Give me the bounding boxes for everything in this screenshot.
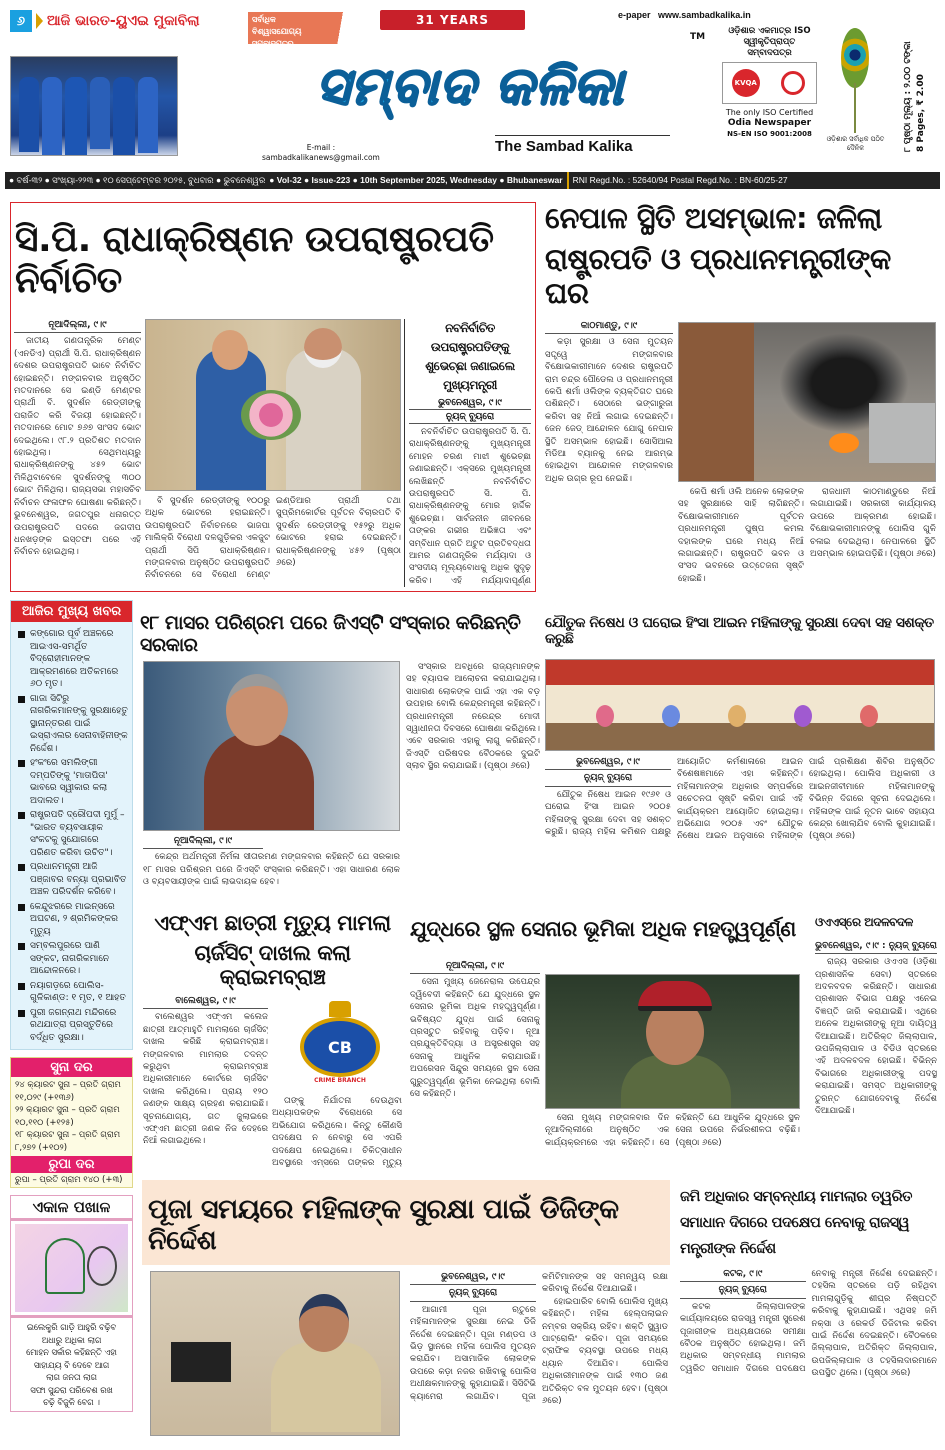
- story-text: ସଂସ୍କାର ଅବଧିରେ ରାଜ୍ୟମାନଙ୍କ ସହ ବ୍ୟାପକ ଆଲୋଚନା କରାଯାଇଥିଲା। ସାଧାରଣ ଲୋକଙ୍କ ପାଇଁ ଏହା ଏକ ବଡ଼ ଉପହାର ବୋଲି କେନ୍ଦ୍ରମନ୍ତ୍ରୀ କହିଛନ୍ତି। ପ୍ରଧାନମନ୍ତ୍ରୀ ନରେନ୍ଦ୍ର ମୋଦୀ ସ୍ୱାଧୀନତା ଦିବସରେ ଘୋଷଣା କରିଥିଲେ। ଏବେ ସରକାର ଏହାକୁ ଲାଗୁ କରିଛନ୍ତି। ଜିଏସ୍‌ଟି ପରିଷଦର ବୈଠକରେ ଦୁଇଟି ସ୍ଲାବ ସ୍ଥିର କରାଯାଇଛି। (ପୃଷ୍ଠା ୬ରେ): [406, 662, 540, 772]
- gold-title: ସୁନା ଦର: [11, 1058, 132, 1077]
- gold-rate-row: ୧୮ କ୍ୟାରଟ ସୁନା – ପ୍ରତି ଗ୍ରାମ ୮,୨୭୨ (+୧୦୨): [15, 1130, 121, 1153]
- story-gst[interactable]: [140, 605, 540, 895]
- column-divider: [404, 319, 405, 587]
- headline: ପୂଜା ସମୟରେ ମହିଳାଙ୍କ ସୁରକ୍ଷା ପାଇଁ ଡିଜିଙ୍କ ନିର୍ଦ୍ଦେଶ: [148, 1194, 619, 1257]
- news-item[interactable]: ରାଷ୍ଟ୍ରପତି ଦ୍ରୌପଦୀ ମୁର୍ମୁ – "ଭାରତ ବ୍ୟବସାୟୀକ ସଂକଟକୁ ସୁଯୋଗରେ ପରିଣତ କରିବା ଉଚିତ"।: [18, 809, 128, 859]
- story-column: [143, 995, 268, 1168]
- poem-line: ଇଲେକ୍ଟ୍ରି ଗାଡ଼ି ଆହୁରି ବଢ଼ିବ: [26, 1322, 117, 1332]
- top-news-list: [11, 622, 132, 1049]
- iso-block: [722, 26, 817, 140]
- dateline-odia: ● ବର୍ଷ-୩୨ ● ସଂଖ୍ୟା-୨୨୩ ● ୧୦ ସେପ୍ଟେମ୍ବର ୨୦୨୫, ବୁଧବାର ● ଭୁବନେଶ୍ୱର: [9, 175, 266, 185]
- dateline: ନୂଆଦିଲ୍ଲୀ, ୯।୯: [410, 960, 540, 974]
- story-text: ତାଙ୍କୁ ନିର୍ଯାତନା ଦେଉଥିବା ଅଧ୍ୟାପକଙ୍କ ବିରୋଧରେ ସେ ଅଭିଯୋଗ କରିଥିଲେ। କିନ୍ତୁ କୌଣସି ପଦକ୍ଷେପ ନ ନେବାରୁ ସେ ଏପରି ପଦକ୍ଷେପ ନେଇଥିଲେ। ଚିକିତ୍ସାଧୀନ ଅବସ୍ଥାରେ ଏମ୍ସରେ ତାଙ୍କର ମୃତ୍ୟୁ: [272, 1096, 402, 1169]
- iso-line3: NS-EN ISO 9001:2008: [727, 130, 812, 138]
- story-continuation: [545, 1112, 800, 1170]
- story-text: ସେନା ମୁଖ୍ୟ ଜେନେରାଲ ଉପେନ୍ଦ୍ର ଦ୍ୱିବେଦୀ କହିଛନ୍ତି ଯେ ଯୁଦ୍ଧରେ ସ୍ଥଳ ସେନାର ଭୂମିକା ଅଧିକ ମହତ୍ତ୍ୱପୂର୍ଣ୍ଣ। ଭବିଷ୍ୟତ ଯୁଦ୍ଧ ପାଇଁ ସେନାକୁ ପ୍ରସ୍ତୁତ ରହିବାକୁ ପଡ଼ିବ। ନୂଆ ପ୍ରଯୁକ୍ତିବିଦ୍ୟା ଓ ଅସ୍ତ୍ରଶସ୍ତ୍ର ସହ ସେନାକୁ ଆଧୁନିକ କରାଯାଉଛି। ଅପରେସନ ସିନ୍ଦୁର ସମୟରେ ସ୍ଥଳ ସେନା ଗୁରୁତ୍ୱପୂର୍ଣ୍ଣ ଭୂମିକା ନେଇଥିଲା ବୋଲି ସେ କହିଛନ୍ତି।: [410, 977, 540, 1100]
- story-text: ରାଜଧାନୀ କାଠମାଣ୍ଡୁରେ ନିଆଁ ଲଗାଯାଇଛି। ସରକାରୀ କାର୍ଯ୍ୟାଳୟ ଉପରେ ଆକ୍ରମଣ ହୋଇଛି। ବିକ୍ଷୋଭକାରୀମାନଙ୍କୁ ପୋଲିସ ଗୁଳି ଚଳାଇ ଦେଇଥିଲା। ନେପାଳରେ ସ୍ଥିତି ଅସମ୍ଭାଳ ହୋଇପଡ଼ିଛି। (ପୃଷ୍ଠା ୬ରେ): [810, 487, 936, 560]
- story-text: ଆଗାମୀ ପୂଜା ଋତୁରେ ମହିଳାମାନଙ୍କ ସୁରକ୍ଷା ନେଇ ଡିଜି ନିର୍ଦ୍ଦେଶ ଦେଇଛନ୍ତି। ପୂଜା ମଣ୍ଡପ ଓ ଭିଡ଼ ସ୍ଥାନରେ ମହିଳା ପୋଲିସ ମୁତୟନ କରାଯିବ। ଅସାମାଜିକ ଲୋକଙ୍କ ଉପରେ କଡ଼ା ନଜର ରଖିବାକୁ ପୋଲିସ ଅଧୀକ୍ଷକମାନଙ୍କୁ କୁହାଯାଇଛି। ସିସିଟିଭି କ୍ୟାମେରା ଲଗାଯିବ। ପୂଜା କମିଟିମାନଙ୍କ ସହ ସମନ୍ୱୟ ରକ୍ଷା କରିବାକୁ ନିର୍ଦ୍ଦେଶ ଦିଆଯାଇଛି।: [410, 1272, 668, 1402]
- gold-rates-box: [10, 1057, 133, 1188]
- crime-branch-emblem: CB CRIME BRANCH: [290, 1001, 390, 1089]
- silver-rate-row: ରୁପା – ପ୍ରତି ଗ୍ରାମ ୧୪୦ (+୩): [15, 1175, 123, 1185]
- years-ribbon: [380, 10, 525, 30]
- sub-story-cm-greetings[interactable]: [409, 319, 531, 587]
- story-oas-transfer[interactable]: [815, 910, 937, 1170]
- story-text: ବାଲେଶ୍ୱର ଏଫ୍‌ଏମ କଲେଜ ଛାତ୍ରୀ ଆତ୍ମାହୁତି ମାମଲାରେ ଚାର୍ଜସିଟ୍ ଦାଖଲ କରିଛି କ୍ରାଇମବ୍ରାଞ୍ଚ। ମଙ୍ଗଳବାର ମାମଲାର ତଦନ୍ତ କରୁଥିବା କ୍ରାଇମବ୍ରାଞ୍ଚ ଅଧିକାରୀମାନେ କୋର୍ଟରେ ଚାର୍ଜସିଟ ଦାଖଲ କରିଥିଲେ। ପ୍ରାୟ ୧୨୦ ଜଣଙ୍କ ସାକ୍ଷ୍ୟ ଗ୍ରହଣ କରାଯାଇଛି। ସୂଚନାଯୋଗ୍ୟ, ଗତ ଜୁଲାଇରେ ଏଫ୍‌ଏମ ଛାତ୍ରୀ ଜଣକ ନିଜ ଦେହରେ ନିଆଁ ଲଗାଇଥିଲେ।: [143, 1012, 268, 1147]
- poem-line: ଅଧାରୁ ଅଧିକା ଲାଗ: [41, 1334, 102, 1345]
- price-block: [902, 22, 938, 152]
- emblem-text: CRIME BRANCH: [314, 1077, 366, 1084]
- headline: ଯୌତୁକ ନିଷେଧ ଓ ଘରୋଇ ହିଂସା ଆଇନ ମହିଳାଙ୍କୁ ସୁରକ୍ଷା ଦେବା ସହ ସଶକ୍ତ କରୁଛି: [545, 615, 934, 648]
- sidebar-title: ଆଜିର ମୁଖ୍ୟ ଖବର: [11, 601, 132, 622]
- story-text: କଟକ ଜିଲ୍ଲାପାଳଙ୍କ କାର୍ଯ୍ୟାଳୟରେ ରାଜସ୍ୱ ମନ୍ତ୍ରୀ ସୁରେଶ ପୂଜାରୀଙ୍କ ଅଧ୍ୟକ୍ଷତାରେ ସମୀକ୍ଷା ବୈଠକ ଅନୁଷ୍ଠିତ ହୋଇଥିଲା। ଜମି ଅଧିକାର ସମ୍ବନ୍ଧୀୟ ମାମଲାର ତ୍ୱରିତ ସମାଧାନ ଦିଗରେ ପଦକ୍ଷେପ ନେବାକୁ ମନ୍ତ୍ରୀ ନିର୍ଦ୍ଦେଶ ଦେଇଛନ୍ତି। ତହସିଲ ସ୍ତରରେ ପଡ଼ି ରହିଥିବା ମାମଲାଗୁଡ଼ିକୁ ଶୀଘ୍ର ନିଷ୍ପତ୍ତି କରିବାକୁ କୁହାଯାଇଛି। ଏଥିସହ ଜମି ନକ୍ସା ଓ ରେକର୍ଡ ଡିଜିଟାଲ କରିବା ପାଇଁ ନିର୍ଦ୍ଦେଶ ଦେଇଛନ୍ତି। ବୈଠକରେ ଜିଲ୍ଲାପାଳ, ଅତିରିକ୍ତ ଜିଲ୍ଲାପାଳ, ଉପଜିଲ୍ଲାପାଳ ଓ ତହସିଲଦାରମାନେ ଉପସ୍ଥିତ ଥିଲେ। (ପୃଷ୍ଠା ୬ରେ): [680, 1269, 937, 1379]
- story-column: [410, 960, 540, 1170]
- headline-banner: [142, 1180, 670, 1265]
- logo-text: ସମ୍ବାଦ କଳିକା: [315, 56, 625, 117]
- story-nepal[interactable]: [545, 202, 937, 592]
- nepal-fire-photo: [678, 322, 936, 482]
- teaser-text: ଆଜି ଭାରତ-ୟୁଏଇ ମୁକାବିଲା: [47, 13, 200, 29]
- news-item[interactable]: ହଂକଂରେ ସମଲିଙ୍ଗୀ ଦମ୍ପତିଙ୍କୁ 'ମାତାପିତା' ଭାବରେ ସ୍ୱୀକାର କଲା ଅଦାଲତ।: [18, 757, 128, 807]
- poem-line: ଲାଗ ଜନତା ଲାଗ: [46, 1372, 97, 1382]
- story-text: କେପି ଶର୍ମା ଓଲି ଅନେକ ଲୋକଙ୍କ ସହ ସୁରକ୍ଷାରେ ସାହି ଲାଗିଛନ୍ତି। ବିକ୍ଷୋଭକାରୀମାନେ ପୂର୍ବତନ ପ୍ରଧାନମନ୍ତ୍ରୀ ପୁଷ୍ପ କମଲ ଦହାଲଙ୍କ ଘରେ ମଧ୍ୟ ନିଆଁ ଲଗାଇଛନ୍ତି। ରାଷ୍ଟ୍ରପତି ଭବନ ଓ ସଂସଦ ଭବନରେ ଉତ୍ତେଜନା ସୃଷ୍ଟି ହୋଇଛି।: [678, 487, 804, 584]
- price-english: 8 Pages, ₹ 2.00: [916, 74, 926, 152]
- story-column: [14, 319, 141, 587]
- cartoon-image: [15, 1224, 128, 1312]
- story-text: ନବନିର୍ବାଚିତ ଉପରାଷ୍ଟ୍ରପତି ସି. ପି. ରାଧାକ୍ରିଷ୍ଣନଙ୍କୁ ମୁଖ୍ୟମନ୍ତ୍ରୀ ମୋହନ ଚରଣ ମାଝୀ ଶୁଭେଚ୍ଛା ଜଣାଇଛନ୍ତି। ଏକ୍ସରେ ମୁଖ୍ୟମନ୍ତ୍ରୀ ଲେଖିଛନ୍ତି ନବନିର୍ବାଚିତ ଉପରାଷ୍ଟ୍ରପତି ସି. ପି. ରାଧାକ୍ରିଷ୍ଣନଙ୍କୁ ମୋର ହାର୍ଦ୍ଦିକ ଶୁଭେଚ୍ଛା। ସାର୍ବଜନୀନ ଜୀବନରେ ତାଙ୍କର ଗଭୀର ଅଭିଜ୍ଞତା ଏବଂ ସମ୍ବିଧାନ ପ୍ରତି ଅଟୁଟ ପ୍ରତିବଦ୍ଧତା ଆମର ଗଣତାନ୍ତ୍ରିକ ମର୍ଯ୍ୟାଦା ଓ ସଂସଦୀୟ ମୂଲ୍ୟବୋଧକୁ ଅଧିକ ସୁଦୃଢ଼ କରିବ। ଏହି ମର୍ଯ୍ୟାଦାପୂର୍ଣ୍ଣ: [409, 427, 531, 586]
- news-item[interactable]: ପ୍ରଧାନମନ୍ତ୍ରୀ ଆଜି ପଞ୍ଜାବର ବନ୍ୟା ପ୍ରଭାବିତ ଅଞ୍ଚଳ ପରିଦର୍ଶନ କରିବେ।: [18, 861, 128, 899]
- headline-line2: ରାଷ୍ଟ୍ରପତି ଓ ପ୍ରଧାନମନ୍ତ୍ରୀଙ୍କ ଘର: [545, 242, 891, 310]
- modi-radhakrishnan-photo: [145, 319, 401, 491]
- army-chief-photo: [545, 974, 800, 1109]
- story-land-rights[interactable]: [680, 1180, 937, 1442]
- website-link[interactable]: www.sambadkalika.in: [658, 10, 751, 20]
- left-column: [10, 600, 133, 1412]
- poem-line: ସଫା ସୁନ୍ଦରା ପରିବେଶ ରଖ: [30, 1384, 113, 1395]
- dateline: ନୂଆଦିଲ୍ଲୀ, ୯।୯: [143, 835, 263, 849]
- registration-number: RNI Regd.No. : 52640/94 Postal Regd.No. : BN-60/25-27: [567, 172, 788, 189]
- bureau: ନ୍ୟୁଜ୍ ବ୍ୟୁରୋ: [409, 412, 531, 424]
- story-continuation: [678, 486, 936, 590]
- story-column: [545, 320, 673, 590]
- headline-line2: ଚାର୍ଜସିଟ୍ ଦାଖଲ କଲା କ୍ରାଇମବ୍ରାଞ୍ଚ: [194, 941, 351, 990]
- cartoon-title: ଏକାଳ ପଖାଳ: [11, 1196, 132, 1221]
- price-odia: ୮ ପୃଷ୍ଠା ମୂଲ୍ୟ : ୨.୦୦ ଟଙ୍କା: [903, 41, 913, 152]
- web-links: [618, 10, 751, 20]
- headline: ସି.ପି. ରାଧାକ୍ରିଷ୍ଣନ ଉପରାଷ୍ଟ୍ରପତି ନିର୍ବାଚିତ: [15, 219, 494, 302]
- top-news-sidebar: [10, 600, 133, 1050]
- story-continuation: [272, 1095, 402, 1170]
- iso-odia: ଓଡ଼ିଶାର ଏକମାତ୍ର ISO ସ୍ୱୀକୃତିପ୍ରାପ୍ତ ସମ୍ବାଦପତ୍ର: [728, 26, 811, 58]
- teaser-page-badge: ୬: [10, 10, 32, 32]
- accreditation-logo: [771, 63, 817, 103]
- ribbon-tag-text: ସର୍ବାଧିକ ବିଶ୍ୱାସଯୋଗ୍ୟ ସମ୍ବାଦପତ୍ର: [252, 15, 302, 48]
- english-name: The Sambad Kalika: [495, 138, 633, 155]
- dateline-english: ● Vol-32 ● Issue-223 ● 10th September 2025, Wednesday ● Bhubaneswar: [269, 175, 563, 185]
- dateline: ଭୁବନେଶ୍ୱର, ୯।୯ : ନ୍ୟୁଜ୍ ବ୍ୟୁରୋ: [815, 940, 937, 954]
- ribbon-tag: [248, 12, 378, 48]
- headline: ଜମି ଅଧିକାର ସମ୍ବନ୍ଧୀୟ ମାମଲାର ତ୍ୱରିତ ସମାଧାନ ଦିଗରେ ପଦକ୍ଷେପ ନେବାକୁ ରାଜସ୍ୱ ମନ୍ତ୍ରୀଙ୍କ ନିର୍ଦ୍ଦେଶ: [680, 1189, 912, 1257]
- silver-title: ରୁପା ଦର: [11, 1156, 132, 1173]
- iso-line1: The only ISO Certified: [725, 108, 814, 117]
- email-link[interactable]: sambadkalikanews@gmail.com: [262, 153, 380, 162]
- story-text: କଡ଼ା ସୁରକ୍ଷା ଓ ସେନା ମୁତୟନ ସତ୍ତ୍ୱେ ମଙ୍ଗଳବାର ବିକ୍ଷୋଭକାରୀମାନେ ଦେଶର ରାଷ୍ଟ୍ରପତି ରାମ ଚନ୍ଦ୍ର ପୌଡେଲ ଓ ପ୍ରଧାନମନ୍ତ୍ରୀ କେପି ଶର୍ମା ଓଲିଙ୍କ ବ୍ୟକ୍ତିଗତ ଘରେ ପଶିଛନ୍ତି। ସେଠାରେ ଭଙ୍ଗାରୁଜା କରିବା ସହ ନିଆଁ ଲଗାଇ ଦେଇଛନ୍ତି। ଜେନ ଜେଡ୍ ଆନ୍ଦୋଳନ ଯୋଗୁ ନେପାଳ ସ୍ଥିତି ଅସମ୍ଭାଳ ହୋଇଛି। ସୋସିଆଲ ମିଡିଆ ବ୍ୟାନକୁ ନେଇ ଆରମ୍ଭ ହୋଇଥିବା ଆନ୍ଦୋଳନ ମଙ୍ଗଳବାର ଅଧିକ ଉଗ୍ର ରୂପ ନେଇଛି।: [545, 337, 673, 484]
- iso-line2: Odia Newspaper: [727, 118, 812, 128]
- cartoon-box: [10, 1195, 133, 1412]
- dateline: ଭୁବନେଶ୍ୱର, ୯।୯: [410, 1271, 536, 1285]
- poem-line: ଚଢ଼ି ବିଜୁଳି ବେଗ ।: [43, 1397, 100, 1407]
- story-column: [406, 661, 540, 895]
- kvqa-logo: KVQA: [723, 63, 769, 103]
- dateline: କାଠମାଣ୍ଡୁ, ୯।୯: [545, 320, 673, 334]
- tm-mark: TM: [690, 32, 706, 42]
- bureau: ନ୍ୟୁଜ୍ ବ୍ୟୁରୋ: [545, 772, 671, 786]
- bureau: ନ୍ୟୁଜ୍ ବ୍ୟୁରୋ: [410, 1287, 536, 1301]
- story-text: କେନ୍ଦ୍ର ଅର୍ଥମନ୍ତ୍ରୀ ନିର୍ମଳା ସୀତାରମଣ ମଙ୍ଗଳବାର କହିଛନ୍ତି ଯେ ସରକାର ୧୮ ମାସର ପରିଶ୍ରମ ପରେ ଜିଏସ୍‌ଟି ସଂସ୍କାର କରିଛନ୍ତି। ଏହା ସାଧାରଣ ଲୋକ ଓ ବ୍ୟବସାୟୀଙ୍କ ପାଇଁ ଲାଭଦାୟକ ହେବ।: [143, 852, 400, 888]
- news-item[interactable]: ପୁରୀ ଜଗନ୍ନାଥ ମନ୍ଦିରରେ ରଥଯାତ୍ରା ପ୍ରସ୍ତୁତିରେ ବର୍ଦ୍ଧିତ ସୁରକ୍ଷା।: [18, 1007, 128, 1045]
- peacock-caption: ଓଡ଼ିଶାର ସର୍ବାଧିକ ପଠିତ ଦୈନିକ: [826, 135, 885, 152]
- news-item[interactable]: କଙ୍ଗୋର ପୂର୍ବ ଅଞ୍ଚଳରେ ଆଇଏସ-ସମର୍ଥିତ ବିଦ୍ରୋହୀମାନଙ୍କ ଆକ୍ରମଣରେ ଅତିକମରେ ୬୦ ମୃତ।: [18, 628, 128, 691]
- story-continuation: [143, 835, 400, 895]
- bureau: ନ୍ୟୁଜ୍ ବ୍ୟୁରୋ: [680, 1284, 806, 1298]
- news-item[interactable]: ଗାଜା ସିଟିରୁ ନାଗରିକମାନଙ୍କୁ ସୁରକ୍ଷାହେତୁ ସ୍ଥାନାନ୍ତରଣ ପାଇଁ ଇସ୍ରାଏଲର ସେନାବାହିନୀଙ୍କ ନିର୍ଦ୍ଦେଶ।: [18, 693, 128, 756]
- story-continuation: [145, 495, 401, 587]
- teaser[interactable]: [10, 10, 200, 170]
- epaper-link[interactable]: e-paper: [618, 10, 651, 20]
- story-dowry-law[interactable]: [545, 605, 937, 895]
- poem-line: ସାହାଯ୍ୟ ବି ଦେବେ ଆଗ: [33, 1359, 110, 1370]
- headline-line1: ଏଫ୍‌ଏମ ଛାତ୍ରୀ ମୃତ୍ୟୁ ମାମଲା: [154, 911, 391, 935]
- dateline: ନୂଆଦିଲ୍ଲୀ, ୯।୯: [14, 319, 141, 333]
- workshop-photo: [545, 659, 935, 751]
- divider: [495, 135, 670, 136]
- peacock-feather-icon: [835, 28, 875, 128]
- teaser-arrow-icon: [36, 13, 43, 29]
- story-text-block: [545, 756, 935, 895]
- story-puja-safety[interactable]: [142, 1180, 670, 1442]
- gold-rate-row: ୨୨ କ୍ୟାରଟ ସୁନା – ପ୍ରତି ଗ୍ରାମ ୧୦,୧୧୦ (+୧୨୫): [15, 1105, 120, 1128]
- news-item[interactable]: ନୟାଗଡ଼ରେ ପୋଲିସ-ଗୁଳିକାଣ୍ଡ: ୧ ମୃତ, ୧ ଆହତ: [18, 980, 128, 1005]
- logo[interactable]: [255, 44, 685, 130]
- headline: ଓଏଏସ୍‌ରେ ଅଦଳବଦଳ: [815, 915, 913, 929]
- story-text-block: [410, 1271, 668, 1440]
- dgp-photo: [150, 1271, 400, 1436]
- story-text: ଜାତୀୟ ଗଣତାନ୍ତ୍ରିକ ମେଣ୍ଟ (ଏନଡିଏ) ପ୍ରାର୍ଥୀ ସି.ପି. ରାଧାକ୍ରିଷ୍ଣନ ଦେଶର ଉପରାଷ୍ଟ୍ରପତି ଭାବେ ନିର୍ବାଚିତ ହୋଇଛନ୍ତି। ମଙ୍ଗଳବାର ଅନୁଷ୍ଠିତ ମତଦାନରେ ସେ ଇଣ୍ଡି ମେଣ୍ଟର ପ୍ରାର୍ଥୀ ବି. ସୁଦର୍ଶନ ରେଡ୍ଡୀଙ୍କୁ ପରାଜିତ କରି ବିଜୟୀ ହୋଇଛନ୍ତି। ମତଦାନରେ ମୋଟ ୭୬୭ ସାଂସଦ ଭୋଟ ଦେଇଥିଲେ। ୯୮.୨ ପ୍ରତିଶତ ମତଦାନ ହୋଇଥିଲା। ସେଥିମଧ୍ୟରୁ ରାଧାକ୍ରିଷ୍ଣନଙ୍କୁ ୪୫୨ ଭୋଟ ମିଳିଥିବାବେଳେ ସୁଦର୍ଶନଙ୍କୁ ୩୦୦ ଭୋଟ ମିଳିଥିଲା। ରାଜ୍ୟସଭା ମହାସଚିବ ନିର୍ବାଚନ ଫଳାଫଳ ଘୋଷଣା କରିଛନ୍ତି। ଭୁବନେଶ୍ୱର, ଜଗତପୁର ଧନାରତ୍ତ ଉପରାଷ୍ଟ୍ରପତି ପଦରେ ଜଗଦୀପ ଧନଖଡ଼ଙ୍କ ଇସ୍ତଫା ପରେ ଏହି ନିର୍ବାଚନ ହୋଇଥିଲା।: [14, 336, 141, 558]
- nirmala-sitharaman-photo: [143, 661, 400, 831]
- email-block: [262, 143, 380, 163]
- years-text: 31 YEARS: [416, 13, 489, 27]
- poem-line: ମୋହନ ସର୍କାର କହିଛନ୍ତି ଏହା: [26, 1347, 117, 1357]
- story-text: ସେନା ମୁଖ୍ୟ ମଙ୍ଗଳବାର ଦିନ ନୂଆଦିଲ୍ଲୀରେ ଅନୁଷ୍ଠିତ ଏକ କାର୍ଯ୍ୟକ୍ରମରେ ଏହା କହିଛନ୍ତି। ସେ କହିଛନ୍ତି ଯେ ଆଧୁନିକ ଯୁଦ୍ଧରେ ସ୍ଥଳ ସେନା ଉପରେ ନିର୍ଭରଶୀଳତା ବଢ଼ିଛି। (ପୃଷ୍ଠା ୬ରେ): [545, 1113, 800, 1148]
- headline-line1: ନେପାଳ ସ୍ଥିତି ଅସମ୍ଭାଳ: ଜଳିଲା: [545, 201, 882, 235]
- headline: ଯୁଦ୍ଧରେ ସ୍ଥଳ ସେନାର ଭୂମିକା ଅଧିକ ମହତ୍ତ୍ୱପୂର୍ଣ୍ଣ: [410, 917, 796, 941]
- email-label: E-mail :: [306, 143, 336, 152]
- story-vice-president[interactable]: [10, 202, 536, 592]
- news-item[interactable]: ସମ୍ବଲପୁରରେ ପାଣି ସଙ୍କଟ, ନାଗରିକମାନେ ଆନ୍ଦୋଳନରେ।: [18, 940, 128, 978]
- story-text: ରାଜ୍ୟ ସରକାର ଓଏଏସ (ଓଡ଼ିଶା ପ୍ରଶାସନିକ ସେବା) ସ୍ତରରେ ଅଦଳବଦଳ କରିଛନ୍ତି। ସାଧାରଣ ପ୍ରଶାସନ ବିଭାଗ ପକ୍ଷରୁ ଏନେଇ ବିଜ୍ଞପ୍ତି ଜାରି କରାଯାଇଛି। ଏଥିରେ ଅନେକ ଅଧିକାରୀଙ୍କୁ ନୂଆ ଦାୟିତ୍ୱ ଦିଆଯାଇଛି। ଅତିରିକ୍ତ ଜିଲ୍ଲାପାଳ, ଉପଜିଲ୍ଲାପାଳ ଓ ବିଡିଓ ସ୍ତରରେ ଏହି ଅଦଳବଦଳ ହୋଇଛି। ବିଭିନ୍ନ ବିଭାଗରେ ଅଧିକାରୀଙ୍କୁ ପଦସ୍ଥ କରାଯାଇଛି। ସମସ୍ତ ଅଧିକାରୀଙ୍କୁ ତୁରନ୍ତ ଯୋଗଦେବାକୁ ନିର୍ଦ୍ଦେଶ ଦିଆଯାଇଛି।: [815, 957, 937, 1117]
- story-text: ଯୌତୁକ ନିଷେଧ ଆଇନ ୧୯୬୧ ଓ ଘରୋଇ ହିଂସା ଆଇନ ୨୦୦୫ ମହିଳାଙ୍କୁ ସୁରକ୍ଷା ଦେବା ସହ ସଶକ୍ତ କରୁଛି। ରାଜ୍ୟ ମହିଳା କମିଶନ ପକ୍ଷରୁ ଆୟୋଜିତ କର୍ମଶାଳାରେ ଆଇନ ବିଶେଷଜ୍ଞମାନେ ଏହା କହିଛନ୍ତି। ମହିଳାମାନଙ୍କ ଅଧିକାର ସମ୍ପର୍କରେ ସଚେତନତା ସୃଷ୍ଟି କରିବା ପାଇଁ ଏହି କାର୍ଯ୍ୟକ୍ରମ ଆୟୋଜିତ ହୋଇଥିଲା। ଅଭିଯୋଗ ୨୦୦୫ ଏବଂ ଯୌତୁକ ନିଷେଧ ଆଇନ ଅନୁସାରେ ମହିଳାଙ୍କ ପାଇଁ ପ୍ରଶିକ୍ଷଣ ଶିବିର ଅନୁଷ୍ଠିତ ହୋଇଥିଲା। ପୋଲିସ ଅଧିକାରୀ ଓ ଆଇନଜୀବୀମାନେ ମହିଳାମାନଙ୍କୁ ବିଭିନ୍ନ ଦିଗରେ ସୂଚନା ଦେଇଥିଲେ। ମହିଳାଙ୍କ ପାଇଁ ନୂତନ ଭାବେ ସହାୟତା କେନ୍ଦ୍ର ଖୋଲାଯିବ ବୋଲି କୁହାଯାଇଛି। (ପୃଷ୍ଠା ୬ରେ): [545, 757, 935, 842]
- dateline: କଟକ, ୯।୯: [680, 1268, 806, 1282]
- dateline: ଭୁବନେଶ୍ୱର, ୯।୯: [545, 756, 671, 770]
- story-text: ହୋଇପାରିବ ବୋଲି ପୋଲିସ ମୁଖ୍ୟ କହିଛନ୍ତି। ମହିଳା ହେଲ୍ପଲାଇନ ନମ୍ବର ସକ୍ରିୟ ରହିବ। ଶକ୍ତି ସ୍କ୍ୱାଡ ପାଟ୍ରୋଲିଂ କରିବ। ପୂଜା ସମୟରେ ଟ୍ରାଫିକ ବ୍ୟବସ୍ଥା ଉପରେ ମଧ୍ୟ ଧ୍ୟାନ ଦିଆଯିବ। ପୋଲିସ ଅଧିକାରୀମାନଙ୍କ ପାଇଁ ୧୩୦ ଜଣ ଅତିରିକ୍ତ ବଳ ମୁତୟନ ହେବ। (ପୃଷ୍ଠା ୬ରେ): [542, 1296, 668, 1407]
- headline: ୧୮ ମାସର ପରିଶ୍ରମ ପରେ ଜିଏସ୍‌ଟି ସଂସ୍କାର କରିଛନ୍ତି ସରକାର: [140, 612, 521, 656]
- news-item[interactable]: କେନ୍ଦୁଝରରେ ମାଇନ୍ସରେ ଅଘଟଣ, ୨ ଶ୍ରମିକଙ୍କର ମୃତ୍ୟୁ: [18, 901, 128, 939]
- story-fm-student[interactable]: [140, 905, 405, 1170]
- dateline: ଭୁବନେଶ୍ୱର, ୯।୯: [409, 398, 531, 410]
- story-army[interactable]: [410, 905, 810, 1170]
- dateline-bar: [5, 172, 940, 189]
- sub-headline: ନବନିର୍ବାଚିତ ଉପରାଷ୍ଟ୍ରପତିଙ୍କୁ ଶୁଭେଚ୍ଛା ଜଣାଇଲେ ମୁଖ୍ୟମନ୍ତ୍ରୀ: [425, 321, 515, 392]
- story-text: ବି ସୁଦର୍ଶନ ରେଡ୍ଡୀଙ୍କୁ ୧୦୦ରୁ ଅଧିକ ଭୋଟରେ ହରାଇଛନ୍ତି। ଉପରାଷ୍ଟ୍ରପତି ନିର୍ବାଚନରେ ଭାଜପା ମାଲିକ୍ରି ବିରୋଧୀ ଦଳଗୁଡ଼ିକର ଏକଜୁଟ ପ୍ରାର୍ଥୀ ସିପି ରାଧାକ୍ରିଷ୍ଣନ। ମଙ୍ଗଳବାର ଅନୁଷ୍ଠିତ ଉପରାଷ୍ଟ୍ରପତି ନିର୍ବାଚନରେ ସେ ବିରୋଧୀ ମେଣ୍ଟ ଇଣ୍ଡିଆର ପ୍ରାର୍ଥୀ ତଥା ସୁପ୍ରିମକୋର୍ଟର ପୂର୍ବତନ ବିଚାରପତି ବି ସୁଦର୍ଶନ ରେଡ୍ଡୀଙ୍କୁ ୧୫୨ରୁ ଅଧିକ ଭୋଟରେ ହରାଇ ଦେଇଛନ୍ତି। ରାଧାକ୍ରିଷ୍ଣନଙ୍କୁ ୪୫୨ (ପୃଷ୍ଠା ୬ରେ): [145, 496, 401, 581]
- cricket-team-photo: [10, 56, 178, 156]
- dateline: ବାଲେଶ୍ୱର, ୯।୯: [143, 995, 268, 1009]
- gold-rate-row: ୨୪ କ୍ୟାରଟ ସୁନା – ପ୍ରତି ଗ୍ରାମ ୧୧,୦୨୯ (+୧୩୬): [15, 1080, 121, 1103]
